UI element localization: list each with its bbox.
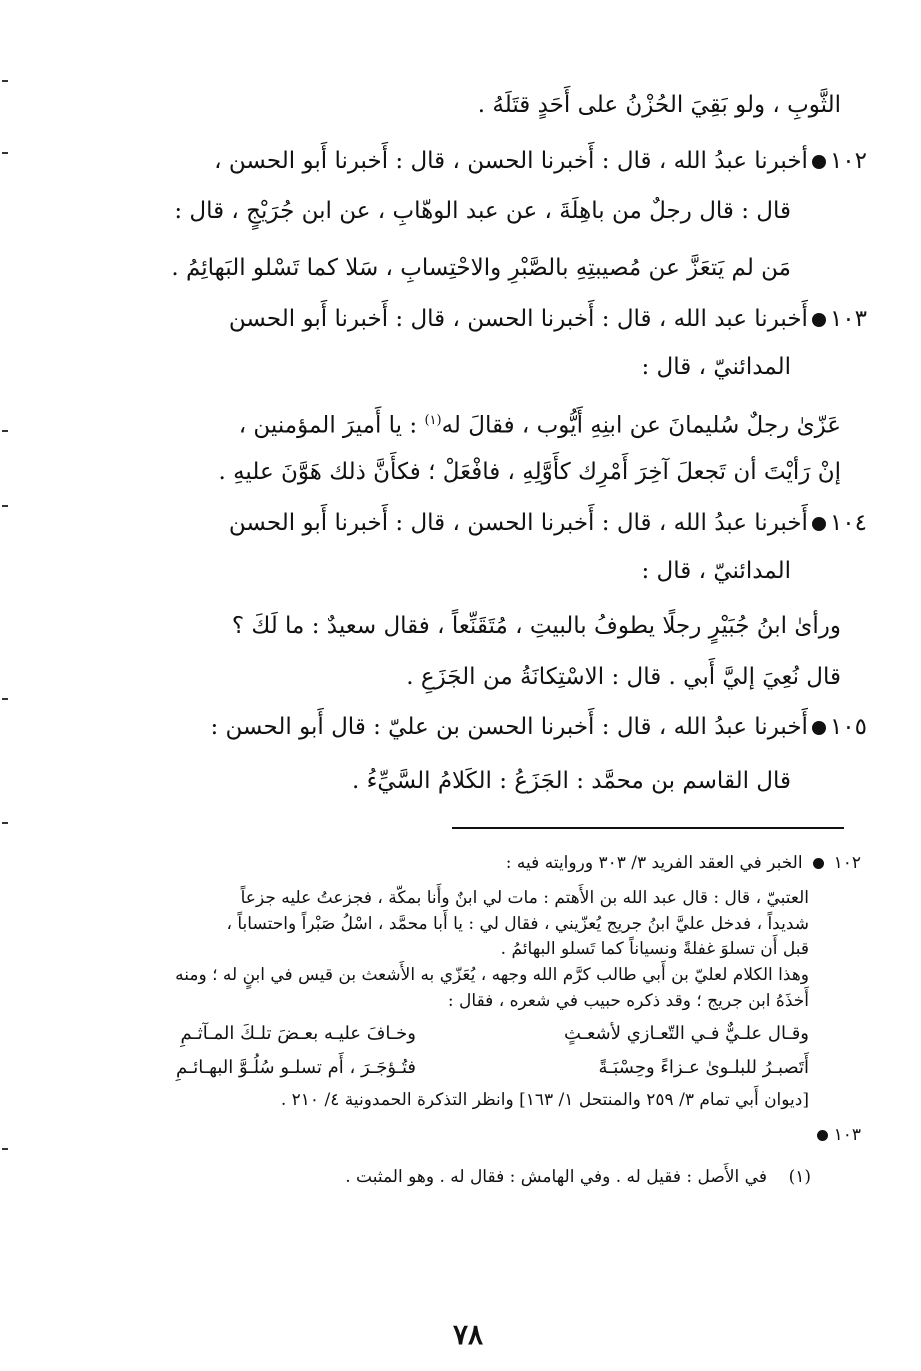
isnad-text: أَخبرنا عبدُ الله ، قال : أَخبرنا الحسن ، قال : أَخبرنا أَبو الحسن [228,510,808,536]
bullet-icon [812,155,826,169]
scan-mark [2,698,8,700]
entry-number: ١٠٤ [829,510,867,536]
bullet-icon [812,313,826,327]
footnote-number: ١٠٣ [833,1125,861,1145]
text-line: المدائنيّ ، قال : [641,558,791,584]
isnad-text: أخبرنا عبدُ الله ، قال : أَخبرنا الحسن ، قال : أَخبرنا أَبو الحسن ، [214,148,808,174]
verse-hemistich: وقـال علـيٌّ فـي التّعـازي لأشعـثٍ [564,1023,809,1044]
scan-mark [2,505,8,507]
entry-102-header [214,144,867,178]
text-line: قال : قال رجلٌ من باهِلَةَ ، عن عبد الوهّابِ ، عن ابن جُرَيْجٍ ، قال : [174,198,791,224]
text-line: مَن لم يَتعَزَّ عن مُصيبتِهِ بالصَّبْرِ والاحْتِسابِ ، سَلا كما تَسْلو البَهائِمُ . [171,255,791,281]
text-line: المدائنيّ ، قال : [641,354,791,380]
footnote-divider [452,827,844,829]
entry-number: ١٠٥ [829,714,867,740]
entry-103-header [229,302,867,336]
footnote-number: ١٠٢ [833,853,861,873]
verse-hemistich: أَتَصبـرُ للبلـوىٰ عـزاءً وحِسْبَـةً [598,1057,809,1078]
text-line: إنْ رَأيْتَ أن تَجعلَ آخِرَ أَمْرِك كأَوَّلِهِ ، فافْعَلْ ؛ فكأَنَّ ذلك هَوَّنَ عليهِ . [218,459,841,485]
footnote-103-header [811,1122,861,1148]
note-marker: (١) [788,1167,811,1187]
text-segment: عَزّىٰ رجلٌ سُليمانَ عن ابنِهِ أَيُّوب ، فقالَ له [441,412,841,439]
text-line: ورأىٰ ابنُ جُبَيْرٍ رجلًا يطوفُ بالبيتِ ، مُتَقَنِّعاً ، فقال سعيدٌ : ما لَكَ ؟ [231,613,841,639]
entry-number: ١٠٢ [829,148,867,174]
bullet-icon [817,1130,828,1141]
bullet-icon [813,858,824,869]
text-segment: : يا أَميرَ المؤمنين ، [238,412,425,439]
bullet-icon [812,517,826,531]
footnote-line: العتبيّ ، قال : قال عبد الله بن الأَهتم : مات لي ابنٌ وأَنا بمكّة ، فجزعتُ عليه جزعاً [240,888,809,908]
verse-hemistich: وخـافَ عليـه بعـضَ تلـكَ المـآثـمِ [180,1023,416,1044]
isnad-text: أَخبرنا عبد الله ، قال : أَخبرنا الحسن ، قال : أَخبرنا أَبو الحسن [228,306,808,332]
text-line [239,404,841,443]
verse-hemistich: فتُـؤجَـرَ ، أَم تسلـو سُلُـوَّ البهـائـمِ [176,1057,416,1078]
footnote-ref[interactable]: (١) [424,413,442,428]
entry-number: ١٠٣ [829,306,867,332]
footnote-line: شديداً ، فدخل عليَّ ابنُ جريج يُعزّيني ، فقال لي : يا أَبا محمَّد ، اسْلُ صَبْراً واحتساباً ، [226,914,809,934]
scan-mark [2,822,8,824]
note-text: في الأَصل : فقيل له . وفي الهامش : فقال له . وهو المثبت . [345,1167,767,1187]
scan-mark [2,80,8,82]
footnote-line: قبل أَن تسلوَ غفلةً ونسياناً كما تَسلو البهائمُ . [500,939,809,959]
footnote-line: وهذا الكلام لعليّ بن أَبي طالب كرَّم الله وجهه ، يُعَزّي به الأَشعث بن قيس في ابنٍ له ؛ ومنه [175,965,809,985]
footnote-line: أَخذَهُ ابن جريج ؛ وقد ذكره حبيب في شعره ، فقال : [447,991,809,1011]
scan-mark [2,430,8,432]
footnote-note-1 [345,1164,811,1190]
isnad-text: أَخبرنا عبدُ الله ، قال : أَخبرنا الحسن بن عليّ : قال أَبو الحسن : [210,714,808,740]
page-number: ٧٨ [452,1318,484,1351]
scan-mark [2,1148,8,1150]
scan-mark [2,152,8,154]
entry-105-header [210,710,867,744]
text-line: الثَّوبِ ، ولو بَقِيَ الحُزْنُ على أَحَدٍ قتَلَهُ . [477,92,841,118]
text-line: قال نُعِيَ إليَّ أَبي . قال : الاسْتِكانَةُ من الجَزَعِ . [406,664,841,690]
text-line: قال القاسم بن محمَّد : الجَزَعُ : الكَلامُ السَّيِّءُ . [351,768,791,794]
footnote-line: [ديوان أَبي تمام ٣/ ٢٥٩ والمنتحل ١/ ١٦٣] وانظر التذكرة الحمدونية ٤/ ٢١٠ . [280,1090,809,1110]
footnote-text: الخبر في العقد الفريد ٣/ ٣٠٣ وروايته فيه : [505,853,803,873]
footnote-102-header [506,850,861,876]
bullet-icon [812,721,826,735]
entry-104-header [229,506,867,540]
